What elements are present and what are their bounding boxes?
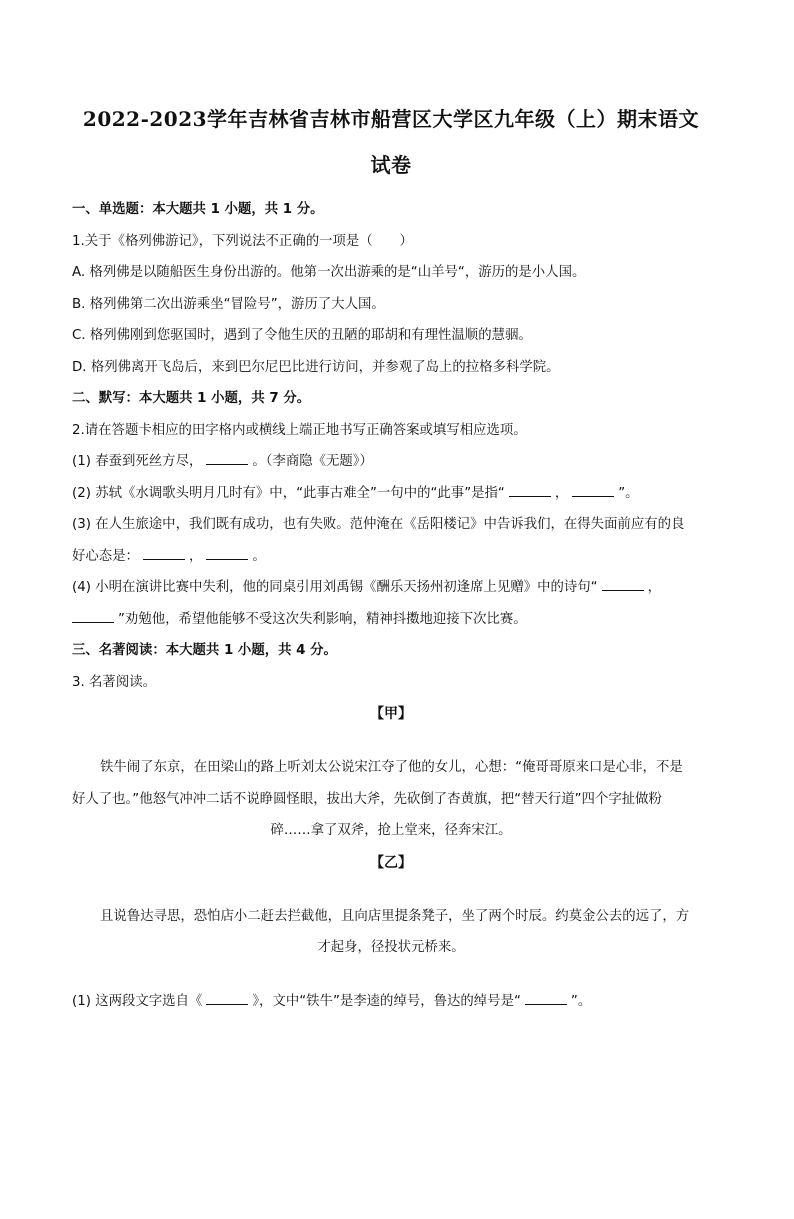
sub-question-3-1-text: (1) 这两段文字选自《 <box>72 993 203 1009</box>
passage-label-jia: 【甲】 <box>370 706 412 722</box>
sub-question-3-1-mid: 》，文中“铁牛”是李逵的绰号，鲁达的绰号是“ <box>252 993 521 1009</box>
passage-jia-line-3: 碎……拿了双斧，抢上堂来，径奔宋江。 <box>270 823 512 838</box>
section-header-3: 三、名著阅读：本大题共 1 小题，共 4 分。 <box>72 643 337 658</box>
option-b: B. 格列佛第二次出游乘坐“冒险号”，游历了大人国。 <box>72 296 385 312</box>
item-2-3-line1: (3) 在人生旅途中，我们既有成功，也有失败。范仲淹在《岳阳楼记》中告诉我们，在得失面前应有的良 <box>72 517 685 532</box>
question-2: 2.请在答题卡相应的田字格内或横线上端正地书写正确答案或填写相应选项。 <box>72 422 527 438</box>
passage-jia-line-2: 好人了也。”他怒气冲冲二话不说睁圆怪眼，拔出大斧，先砍倒了杏黄旗，把“替天行道”四个字扯做粉 <box>72 791 662 807</box>
answer-blank[interactable] <box>206 990 248 1005</box>
sub-question-3-1 <box>72 986 710 1018</box>
item-2-4-line2 <box>72 604 710 636</box>
page-title: 2022-2023学年吉林省吉林市船营区大学区九年级（上）期末语文试卷 <box>82 107 700 177</box>
passage-yi-line-1: 且说鲁达寻思，恐怕店小二赶去拦截他，且向店里提条凳子，坐了两个时辰。约莫金公去的远了，方 <box>100 908 690 924</box>
item-2-3-text: 好心态是： <box>72 548 139 564</box>
item-2-1-suffix: 。（李商隐《无题》） <box>252 454 373 469</box>
item-2-4-sep: ， <box>647 580 662 595</box>
option-a: A. 格列佛是以随船医生身份出游的。他第一次出游乘的是“山羊号“，游历的是小人国。 <box>72 265 586 280</box>
section-header-1: 一、单选题：本大题共 1 小题，共 1 分。 <box>72 202 324 217</box>
option-c: C. 格列佛刚到您驱国时，遇到了令他生厌的丑陋的耶胡和有理性温顺的慧骃。 <box>72 328 532 343</box>
question-1: 1.关于《格列佛游记》，下列说法不正确的一项是（ ） <box>72 233 413 249</box>
answer-blank[interactable] <box>206 450 248 465</box>
answer-blank[interactable] <box>206 545 248 560</box>
passage-yi <box>72 889 710 964</box>
passage-jia <box>72 740 710 847</box>
item-2-2-text: (2) 苏轼《水调歌头明月几时有》中，“此事古难全”一句中的“此事”是指“ <box>72 485 505 501</box>
answer-blank[interactable] <box>602 576 644 591</box>
section-header-2: 二、默写：本大题共 1 小题，共 7 分。 <box>72 391 311 406</box>
exam-page <box>0 96 794 1219</box>
item-2-2-sep: ， <box>554 485 569 501</box>
passage-yi-line-2: 才起身，径投状元桥来。 <box>317 940 465 955</box>
answer-blank[interactable] <box>525 990 567 1005</box>
item-2-3-line2 <box>72 541 710 573</box>
sub-question-3-1-suffix: ”。 <box>570 993 592 1009</box>
item-2-2 <box>72 478 710 510</box>
question-3: 3. 名著阅读。 <box>72 674 156 690</box>
item-2-4-text: (4) 小明在演讲比赛中失利，他的同桌引用刘禹锡《酬乐天扬州初逢席上见赠》中的诗句“ <box>72 580 598 595</box>
answer-blank[interactable] <box>572 482 614 497</box>
passage-jia-line-1: 铁牛闹了东京，在田梁山的路上听刘太公说宋江夺了他的女儿，心想：“俺哥哥原来口是心非，不是 <box>100 760 683 775</box>
item-2-4-suffix: ”劝勉他，希望他能够不受这次失利影响，精神抖擞地迎接下次比赛。 <box>118 611 527 627</box>
item-2-4-line1 <box>72 572 710 604</box>
item-2-3-suffix: 。 <box>252 548 266 564</box>
answer-blank[interactable] <box>72 608 114 623</box>
answer-blank[interactable] <box>143 545 185 560</box>
item-2-2-suffix: ”。 <box>618 485 639 501</box>
answer-blank[interactable] <box>509 482 551 497</box>
item-2-1-text: (1) 春蚕到死丝方尽， <box>72 454 203 469</box>
item-2-3-sep: ， <box>188 548 203 564</box>
passage-label-yi: 【乙】 <box>370 854 412 871</box>
item-2-1 <box>72 446 710 478</box>
option-d: D. 格列佛离开飞岛后，来到巴尔尼巴比进行访问，并参观了岛上的拉格多科学院。 <box>72 359 560 375</box>
